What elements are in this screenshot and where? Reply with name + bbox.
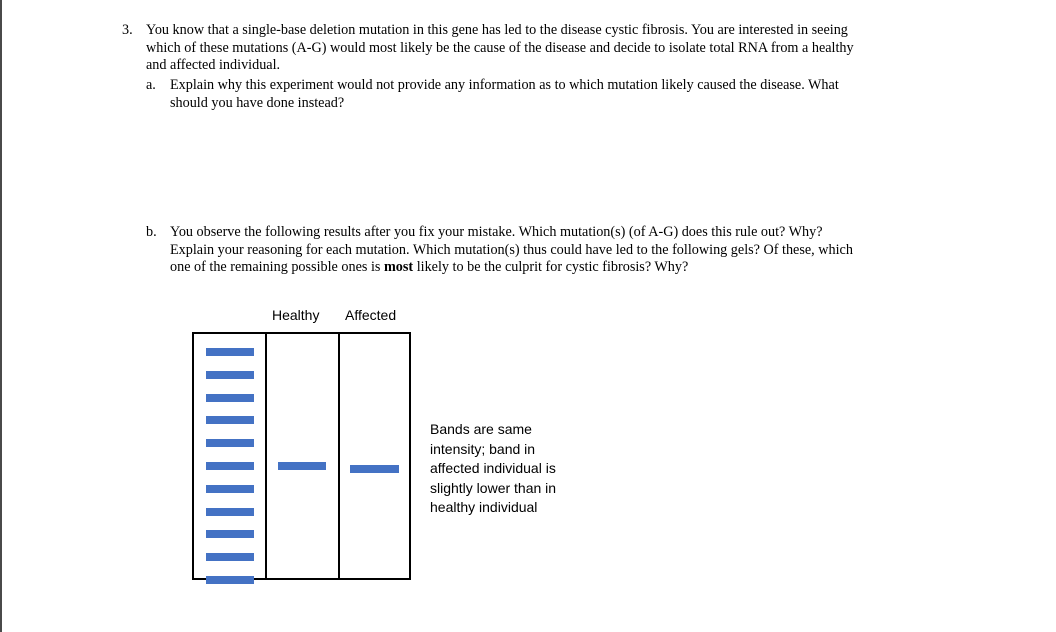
ladder-band xyxy=(206,553,254,561)
ladder-band xyxy=(206,416,254,424)
part-b-line-3-end: likely to be the culprit for cystic fibrosis? Why? xyxy=(413,259,689,275)
ladder-band xyxy=(206,462,254,470)
part-a-line: Explain why this experiment would not provide any information as to which mutation likely caused the disease. What xyxy=(170,77,839,93)
lane-label-affected: Affected xyxy=(345,307,397,323)
annotation-line: affected individual is xyxy=(430,460,556,477)
ladder-band xyxy=(206,371,254,379)
question-number: 3. xyxy=(122,22,133,38)
lane-label-healthy: Healthy xyxy=(272,307,320,323)
annotation-line: slightly lower than in xyxy=(430,479,557,496)
page-left-border xyxy=(0,0,2,632)
ladder-band xyxy=(206,439,254,447)
part-b-line-3-start: one of the remaining possible ones is xyxy=(170,259,384,275)
ladder-band xyxy=(206,348,254,356)
part-b-line: You observe the following results after you fix your mistake. Which mutation(s) (of A-G) does this rule out? Why? xyxy=(170,224,823,240)
annotation-line: Bands are same xyxy=(430,421,532,437)
question-text xyxy=(146,22,954,75)
ladder-band xyxy=(206,530,254,538)
part-a-letter: a. xyxy=(146,77,156,93)
part-b-line-3 xyxy=(170,259,952,277)
ladder-band xyxy=(206,508,254,516)
annotation-line: intensity; band in xyxy=(430,440,536,457)
part-b-line: Explain your reasoning for each mutation. Which mutation(s) thus could have led to the following gels? Of these, which xyxy=(170,241,853,258)
part-a-text xyxy=(170,77,952,112)
lane-divider xyxy=(265,334,267,578)
gel-diagram xyxy=(192,332,411,580)
question-line: which of these mutations (A-G) would most likely be the cause of the disease and decide to isolate total RNA from a healthy xyxy=(146,39,854,56)
question-line: and affected individual. xyxy=(146,57,281,73)
lane-divider xyxy=(338,334,340,578)
part-b-text xyxy=(170,224,952,277)
emphasis-most: most xyxy=(383,259,414,275)
ladder-band xyxy=(206,485,254,493)
annotation-line: healthy individual xyxy=(430,499,538,516)
affected-band xyxy=(350,465,399,473)
question-line: You know that a single-base deletion mutation in this gene has led to the disease cystic fibrosis. You are interested in seeing xyxy=(146,22,848,38)
ladder-band xyxy=(206,394,254,402)
ladder-band xyxy=(206,576,254,584)
healthy-band xyxy=(278,462,326,470)
part-a-line: should you have done instead? xyxy=(170,94,345,111)
part-b-letter: b. xyxy=(146,224,157,240)
gel-annotation xyxy=(430,420,580,518)
